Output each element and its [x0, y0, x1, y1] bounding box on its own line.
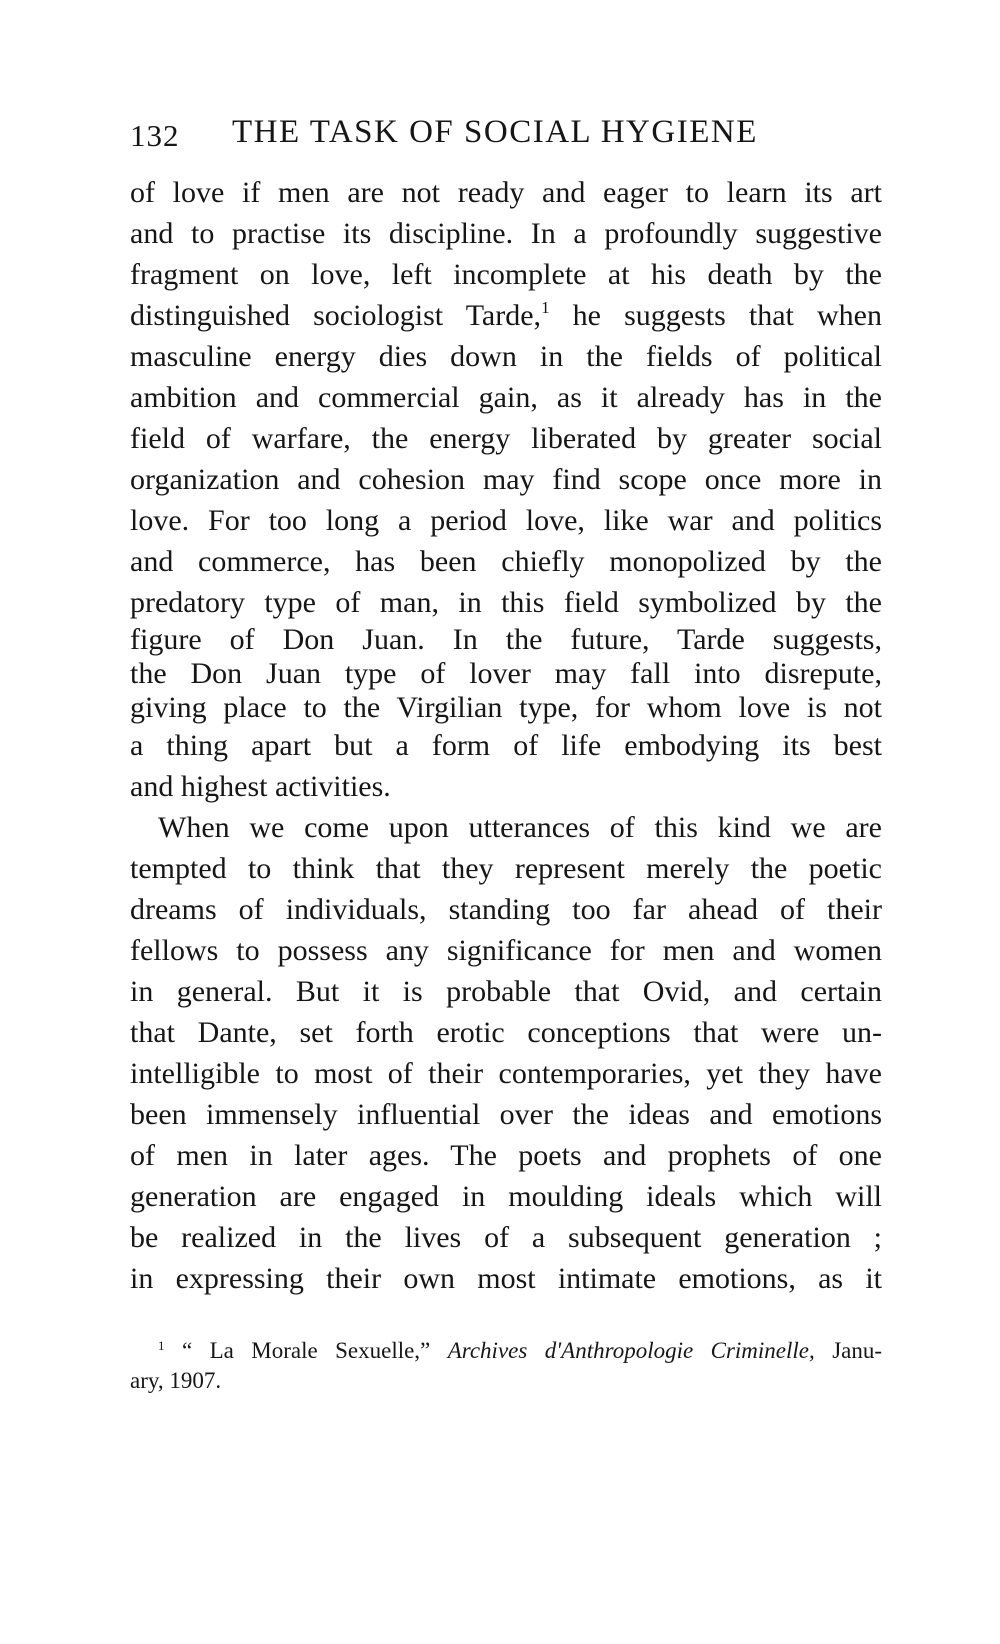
footnote-date-part2: ary, 1907.	[130, 1368, 222, 1393]
footnote-journal: Archives d'Anthropologie Criminelle,	[447, 1338, 815, 1363]
text-line: generation are engaged in moulding ideals which will	[130, 1180, 882, 1213]
paragraph-1	[130, 172, 882, 807]
text-segment: distinguished sociologist Tarde,	[130, 299, 542, 332]
text-line: masculine energy dies down in the fields of political	[130, 340, 882, 373]
text-line: organization and cohesion may find scope once more in	[130, 463, 882, 496]
footnote-marker: 1	[158, 1338, 165, 1353]
running-title: THE TASK OF SOCIAL HYGIENE	[232, 114, 758, 150]
footnote-line	[130, 1366, 882, 1396]
text-line: love. For too long a period love, like war and politics	[130, 504, 882, 537]
text-line: of love if men are not ready and eager to learn its art	[130, 176, 882, 209]
text-line: figure of Don Juan. In the future, Tarde suggests,	[130, 623, 882, 656]
text-line: predatory type of man, in this field symbolized by the	[130, 586, 882, 619]
text-line: ambition and commercial gain, as it already has in the	[130, 381, 882, 414]
footnote-line	[130, 1336, 882, 1366]
footnote-quote: “ La Morale Sexuelle,”	[181, 1338, 431, 1363]
text-line: dreams of individuals, standing too far ahead of their	[130, 893, 882, 926]
text-line: in general. But it is probable that Ovid, and certain	[130, 975, 882, 1008]
text-line: been immensely influential over the ideas and emotions	[130, 1098, 882, 1131]
text-line: the Don Juan type of lover may fall into disrepute,	[130, 657, 882, 690]
page-number: 132	[130, 118, 180, 153]
text-line: giving place to the Virgilian type, for whom love is not	[130, 691, 882, 724]
text-line: and highest activities.	[130, 770, 391, 803]
page-header	[130, 114, 890, 158]
footnote	[130, 1336, 882, 1396]
text-line: be realized in the lives of a subsequent generation ;	[130, 1221, 882, 1254]
text-line: that Dante, set forth erotic conceptions that were un-	[130, 1016, 882, 1049]
text-segment: he suggests that when	[549, 299, 882, 332]
footnote-reference: 1	[541, 298, 550, 317]
text-line: When we come upon utterances of this kind we are	[158, 811, 882, 844]
text-line: fragment on love, left incomplete at his death by the	[130, 258, 882, 291]
text-line: fellows to possess any significance for men and women	[130, 934, 882, 967]
text-line: and to practise its discipline. In a profoundly suggestive	[130, 217, 882, 250]
text-line: and commerce, has been chiefly monopolized by the	[130, 545, 882, 578]
text-line-with-footnote-ref	[130, 295, 882, 336]
text-line: a thing apart but a form of life embodying its best	[130, 729, 882, 762]
footnote-date-part1: Janu-	[832, 1338, 883, 1363]
text-line: tempted to think that they represent merely the poetic	[130, 852, 882, 885]
text-line: field of warfare, the energy liberated by greater social	[130, 422, 882, 455]
text-line: in expressing their own most intimate emotions, as it	[130, 1262, 882, 1295]
text-line: of men in later ages. The poets and prophets of one	[130, 1139, 882, 1172]
paragraph-2	[130, 807, 882, 1299]
text-line: intelligible to most of their contemporaries, yet they have	[130, 1057, 882, 1090]
